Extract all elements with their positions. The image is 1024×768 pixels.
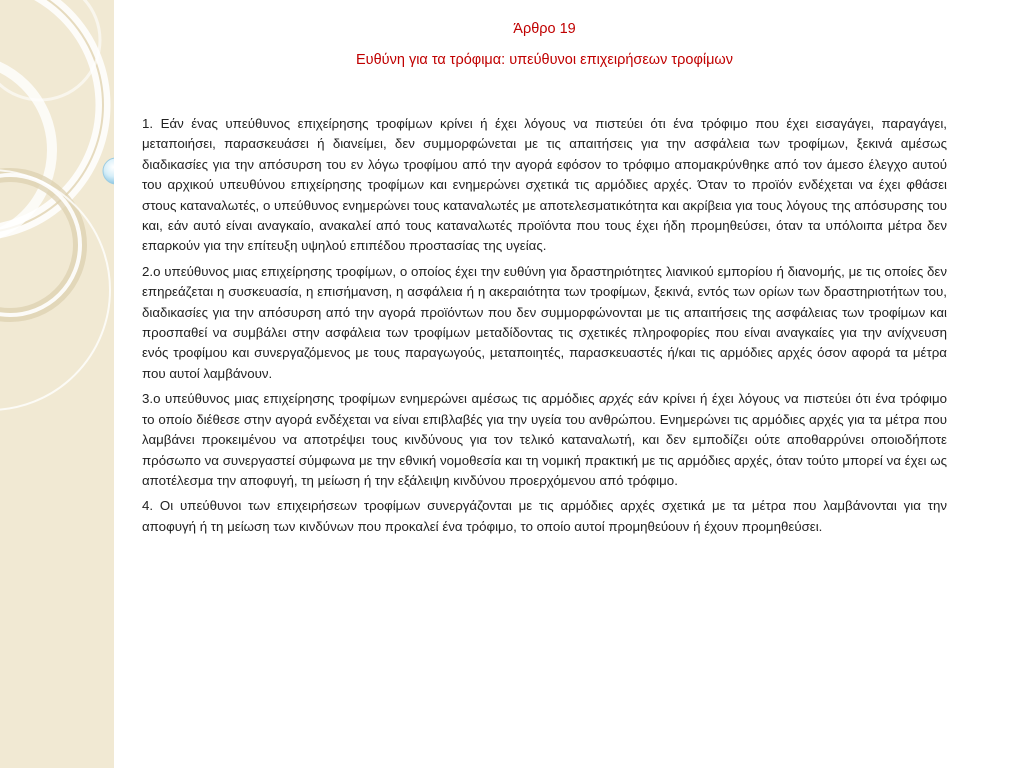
paragraph-1 (142, 114, 947, 257)
article-body (142, 114, 947, 542)
paragraph-3-text-start: 3.ο υπεύθυνος μιας επιχείρησης τροφίμων ενημερώνει αμέσως τις αρμόδιες (142, 391, 600, 407)
article-heading: Ευθύνη για τα τρόφιμα: υπεύθυνοι επιχειρήσεων τροφίμων (356, 52, 733, 68)
article-number: Άρθρο 19 (513, 21, 576, 37)
paragraph-1-text: 1. Εάν ένας υπεύθυνος επιχείρησης τροφίμων κρίνει ή έχει λόγους να πιστεύει ότι ένα τρόφιμο που έχει εισαγάγει, παραγάγει, μεταποιήσει, παρασκευάσει ή διανείμει, δεν συμμορφώνεται με τις απαιτήσεις για την ασφάλεια των τροφίμων, ξεκινά αμέσως διαδικασίες για την απόσυρση του εν λόγω τροφίμου από την αγορά εφόσον το τρόφιμο απομακρύνθηκε από τον άμεσο έλεγχο αυτού του αρχικού υπευθύνου επιχείρησης τροφίμων και ενημερώνει σχετικά τις αρμόδιες αρχές. Όταν το προϊόν ενδέχεται να έχει φθάσει στους καταναλωτές, ο υπεύθυνος ενημερώνει τους καταναλωτές με αποτελεσματικότητα και ακρίβεια για τους λόγους της απόσυρσης του και, εάν αυτό είναι αναγκαίο, ανακαλεί από τους καταναλωτές προϊόντα που τους έχει ήδη προμηθεύσει, όταν τα υπόλοιπα μέτρα δεν επαρκούν για την επίτευξη υψηλού επιπέδου προστασίας της υγείας. (142, 116, 947, 254)
document-slide (142, 0, 947, 768)
decorative-side-panel (0, 0, 114, 768)
decorative-rings-graphic (0, 0, 114, 768)
paragraph-3-text-end: εάν κρίνει ή έχει λόγους να πιστεύει ότι ένα τρόφιμο το οποίο διέθεσε στην αγορά ενδέχεται να είναι επιβλαβές για την υγεία του ανθρώπου. Ενημερώνει τις αρμόδιες αρχές για τα μέτρα που λαμβάνει προκειμένου να αποτρέψει τους κινδύνους για τον τελικό καταναλωτή, και δεν εμποδίζει ούτε αποθαρρύνει οποιοδήποτε πρόσωπο να συνεργαστεί σύμφωνα με την εθνική νομοθεσία και τη νομική πρακτική με τις αρμόδιες αρχές, όταν τούτο μπορεί να έχει ως αποτέλεσμα την αποφυγή, τη μείωση ή την εξάλειψη κινδύνου προερχόμενου από τρόφιμο. (142, 391, 947, 488)
paragraph-2 (142, 262, 947, 384)
paragraph-4 (142, 496, 947, 537)
paragraph-4-text: 4. Οι υπεύθυνοι των επιχειρήσεων τροφίμων συνεργάζονται με τις αρμόδιες αρχές σχετικά με τα μέτρα που λαμβάνονται για την αποφυγή ή τη μείωση των κινδύνων που προκαλεί ένα τρόφιμο, το οποίο αυτοί προμηθεύουν ή έχουν προμηθεύσει. (142, 498, 947, 534)
paragraph-3-emphasis: αρχές (599, 391, 634, 407)
paragraph-3 (142, 389, 947, 491)
paragraph-2-text: 2.ο υπεύθυνος μιας επιχείρησης τροφίμων, ο οποίος έχει την ευθύνη για δραστηριότητες λιανικού εμπορίου ή διανομής, με τις οποίες δεν επηρεάζεται η συσκευασία, η επισήμανση, η ασφάλεια ή η ακεραιότητα των τροφίμων, ξεκινά, εντός των ορίων των δραστηριοτήτων του, διαδικασίες για την απόσυρση από την αγορά προϊόντων που δεν συμμορφώνονται με τις απαιτήσεις της ασφάλειας των τροφίμων και προσπαθεί να συμβάλει στην ασφάλεια των τροφίμων μεταδίδοντας τις σχετικές πληροφορίες που είναι αναγκαίες για την ανίχνευση ενός τροφίμου και συνεργαζόμενος με τους παραγωγούς, μεταποιητές, παρασκευαστές ή/και τις αρμόδιες αρχές όσον αφορά τα μέτρα που αυτοί λαμβάνουν. (142, 263, 947, 381)
